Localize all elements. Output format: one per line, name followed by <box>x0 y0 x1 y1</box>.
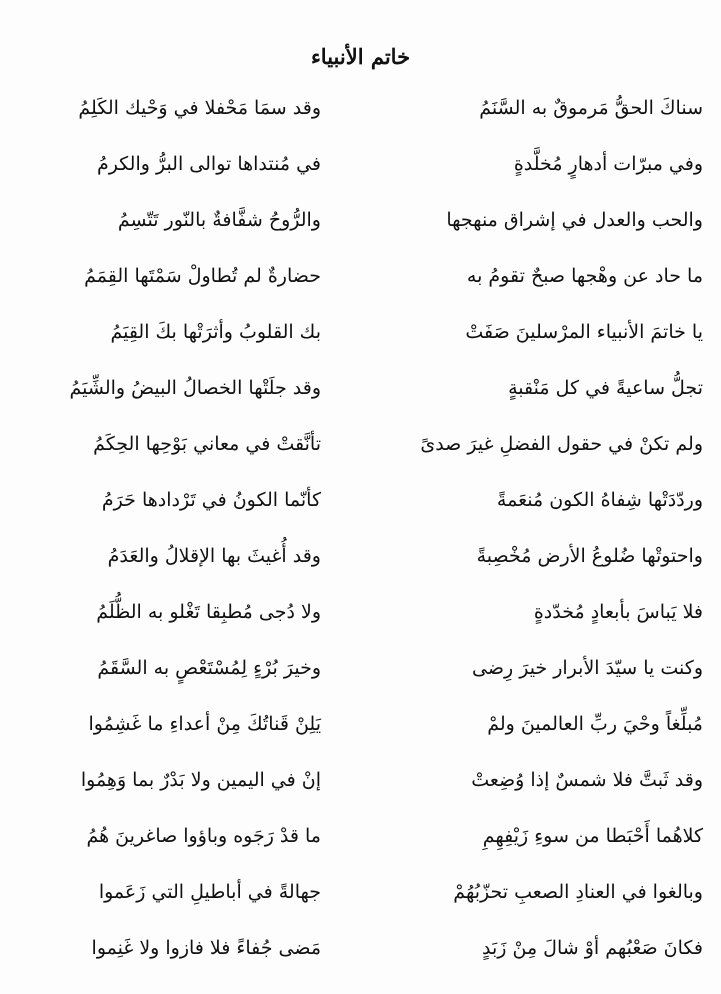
verse-line <box>0 924 721 980</box>
verse-line <box>0 812 721 868</box>
verse-second-hemistich: جهالةً في أباطيلِ التي زَعَموا <box>98 881 321 903</box>
verse-second-hemistich: وقد جلَتْها الخصالُ البيضُ والشِّيَمُ <box>69 377 321 399</box>
verse-second-hemistich: بك القلوبُ وأثرَتْها بكَ القِيَمُ <box>110 321 321 343</box>
verse-second-hemistich: وقد أُغيثَ بها الإقلالُ والعَدَمُ <box>107 545 321 567</box>
verse-first-hemistich: فكانَ صَعْبُهم أوْ شالَ مِنْ زَبَدٍ <box>482 937 703 959</box>
verse-line <box>0 252 721 308</box>
verse-second-hemistich: كأنّما الكونُ في تَرْدادها حَرَمُ <box>101 489 321 511</box>
verse-second-hemistich: وخيرَ بُرْءٍ لِمُسْتَعْصٍ به السَّقَمُ <box>97 657 321 679</box>
verse-first-hemistich: واحتوتْها ضُلوعُ الأرض مُخْصِبةً <box>476 545 703 567</box>
verse-line <box>0 756 721 812</box>
verse-line <box>0 868 721 924</box>
verse-first-hemistich: يا خاتمَ الأنبياء المرْسلينَ صَفَتْ <box>465 321 703 343</box>
poem-title: خاتم الأنبياء <box>310 44 411 69</box>
verse-line <box>0 84 721 140</box>
verse-line <box>0 532 721 588</box>
verse-line <box>0 588 721 644</box>
verse-line <box>0 644 721 700</box>
verse-first-hemistich: مُبلِّغاً وحْيَ ربِّ العالمينَ ولمْ <box>487 713 703 735</box>
verse-first-hemistich: ما حاد عن وهْجها صبحٌ تقومُ به <box>466 265 703 287</box>
verse-second-hemistich: وقد سمَا مَحْفلا في وَحْيك الكَلِمُ <box>78 97 321 119</box>
verse-first-hemistich: وردّدَتْها شِفاهُ الكون مُنعَمةً <box>496 489 703 511</box>
verse-line <box>0 476 721 532</box>
verse-line <box>0 140 721 196</box>
verse-first-hemistich: وقد ثَبتَّ فلا شمسٌ إذا وُضِعتْ <box>471 769 703 791</box>
verse-second-hemistich: مَضى جُفاءً فلا فازوا ولا غَنِموا <box>91 937 321 959</box>
verse-first-hemistich: وفي مبرّات أدهارٍ مُخلَّدةٍ <box>513 153 703 175</box>
verse-second-hemistich: يَلِنْ قَناتُكَ مِنْ أعداءِ ما غَشِمُوا <box>88 713 321 735</box>
verse-line <box>0 700 721 756</box>
verse-line <box>0 364 721 420</box>
verse-second-hemistich: والرُّوحُ شفَّافةٌ بالنّور تَتّسِمُ <box>117 209 321 231</box>
verse-first-hemistich: تجلُّ ساعيةً في كل مَنْقبةٍ <box>508 377 703 399</box>
verse-line <box>0 420 721 476</box>
verse-first-hemistich: كلاهُما أَحْبَطا من سوءِ زَيْفِهِمِ <box>482 825 703 847</box>
verse-first-hemistich: سناكَ الحقُّ مَرموقٌ به السَّنَمُ <box>479 97 703 119</box>
verse-line <box>0 196 721 252</box>
verse-first-hemistich: والحب والعدل في إشراق منهجها <box>446 209 703 231</box>
verse-first-hemistich: وكنت يا سيّدَ الأبرار خيرَ رِضى <box>472 657 703 679</box>
verse-second-hemistich: ما قدْ رَجَوه وباؤوا صاغرينَ هُمُ <box>86 825 321 847</box>
verse-line <box>0 308 721 364</box>
verse-second-hemistich: ولا دُجى مُطبِقا تَغْلو به الظُّلَمُ <box>96 601 321 623</box>
verse-second-hemistich: تأنَّقتْ في معاني بَوْحِها الحِكَمُ <box>93 433 321 455</box>
poem-body <box>0 84 721 980</box>
verse-first-hemistich: ولم تكنْ في حقول الفضلِ غيرَ صدىً <box>420 433 703 455</box>
verse-second-hemistich: إنْ في اليمين ولا بَدْرٌ بما وَهِمُوا <box>80 769 321 791</box>
verse-first-hemistich: فلا يَباسَ بأبعادٍ مُخدّدةٍ <box>533 601 703 623</box>
verse-second-hemistich: حضارةٌ لم تُطاولْ سَمْتَها القِمَمُ <box>84 265 321 287</box>
verse-first-hemistich: وبالغوا في العنادِ الصعبِ تحزّبُهُمْ <box>453 881 703 903</box>
verse-second-hemistich: في مُنتداها توالى البرُّ والكرمُ <box>96 153 321 175</box>
